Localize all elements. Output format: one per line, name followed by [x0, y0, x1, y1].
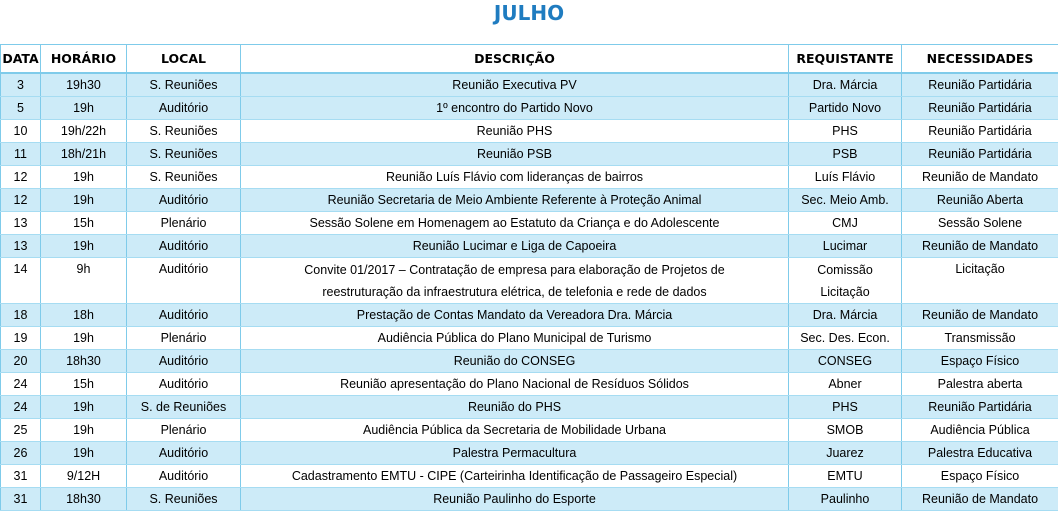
cell-horario: 18h — [41, 304, 127, 327]
cell-data: 12 — [1, 166, 41, 189]
cell-horario: 19h — [41, 396, 127, 419]
table-row — [1, 419, 1058, 442]
cell-local: Auditório — [127, 235, 241, 258]
table-row — [1, 442, 1058, 465]
cell-horario: 19h — [41, 97, 127, 120]
cell-necessidades: Reunião Partidária — [902, 73, 1058, 97]
cell-data: 11 — [1, 143, 41, 166]
cell-descricao: Audiência Pública do Plano Municipal de Turismo — [241, 327, 789, 350]
cell-horario: 19h — [41, 166, 127, 189]
cell-requistante-line: Licitação — [820, 284, 870, 299]
cell-requistante: PSB — [789, 143, 902, 166]
cell-data: 24 — [1, 396, 41, 419]
cell-horario: 15h — [41, 212, 127, 235]
schedule-table — [0, 44, 1058, 511]
cell-necessidades: Reunião Partidária — [902, 97, 1058, 120]
header-data: DATA — [1, 45, 41, 74]
cell-local: S. Reuniões — [127, 143, 241, 166]
header-descricao: DESCRIÇÃO — [241, 45, 789, 74]
cell-necessidades: Reunião Partidária — [902, 120, 1058, 143]
cell-data: 25 — [1, 419, 41, 442]
cell-descricao: Prestação de Contas Mandato da Vereadora Dra. Márcia — [241, 304, 789, 327]
cell-data: 18 — [1, 304, 41, 327]
cell-requistante: Sec. Des. Econ. — [789, 327, 902, 350]
cell-requistante: EMTU — [789, 465, 902, 488]
cell-local: Auditório — [127, 258, 241, 304]
cell-requistante: PHS — [789, 396, 902, 419]
cell-descricao: Reunião Executiva PV — [241, 73, 789, 97]
cell-descricao — [241, 258, 789, 304]
table-row — [1, 143, 1058, 166]
cell-local: S. Reuniões — [127, 73, 241, 97]
cell-descricao: Reunião Secretaria de Meio Ambiente Referente à Proteção Animal — [241, 189, 789, 212]
cell-data: 3 — [1, 73, 41, 97]
cell-data: 20 — [1, 350, 41, 373]
cell-descricao: Reunião do PHS — [241, 396, 789, 419]
cell-requistante: CONSEG — [789, 350, 902, 373]
cell-necessidades: Reunião de Mandato — [902, 304, 1058, 327]
table-row — [1, 396, 1058, 419]
cell-requistante: Dra. Márcia — [789, 304, 902, 327]
cell-local: Auditório — [127, 304, 241, 327]
cell-local: Auditório — [127, 373, 241, 396]
cell-descricao: 1º encontro do Partido Novo — [241, 97, 789, 120]
cell-horario: 9/12H — [41, 465, 127, 488]
cell-data: 13 — [1, 235, 41, 258]
cell-descricao: Palestra Permacultura — [241, 442, 789, 465]
cell-requistante: Paulinho — [789, 488, 902, 511]
cell-descricao: Reunião PHS — [241, 120, 789, 143]
cell-necessidades: Espaço Físico — [902, 350, 1058, 373]
cell-necessidades: Licitação — [902, 258, 1058, 304]
cell-horario: 15h — [41, 373, 127, 396]
cell-requistante: CMJ — [789, 212, 902, 235]
header-row — [1, 45, 1058, 74]
cell-necessidades: Reunião Aberta — [902, 189, 1058, 212]
table-row — [1, 189, 1058, 212]
cell-necessidades: Palestra Educativa — [902, 442, 1058, 465]
cell-requistante: Abner — [789, 373, 902, 396]
cell-local: Auditório — [127, 350, 241, 373]
table-row — [1, 488, 1058, 511]
cell-horario: 9h — [41, 258, 127, 304]
header-local: LOCAL — [127, 45, 241, 74]
cell-local: Plenário — [127, 419, 241, 442]
cell-requistante: Lucimar — [789, 235, 902, 258]
cell-requistante: Partido Novo — [789, 97, 902, 120]
cell-horario: 19h — [41, 235, 127, 258]
header-necessidades: NECESSIDADES — [902, 45, 1058, 74]
cell-local: Auditório — [127, 97, 241, 120]
cell-data: 12 — [1, 189, 41, 212]
cell-local: Auditório — [127, 189, 241, 212]
cell-necessidades: Transmissão — [902, 327, 1058, 350]
cell-descricao: Reunião Paulinho do Esporte — [241, 488, 789, 511]
cell-local: Plenário — [127, 327, 241, 350]
cell-horario: 19h — [41, 419, 127, 442]
cell-necessidades: Palestra aberta — [902, 373, 1058, 396]
cell-necessidades: Reunião de Mandato — [902, 235, 1058, 258]
cell-descricao: Reunião apresentação do Plano Nacional de Resíduos Sólidos — [241, 373, 789, 396]
table-row — [1, 212, 1058, 235]
cell-local: S. Reuniões — [127, 166, 241, 189]
cell-horario: 18h30 — [41, 488, 127, 511]
cell-requistante — [789, 258, 902, 304]
cell-necessidades: Reunião de Mandato — [902, 488, 1058, 511]
cell-local: Auditório — [127, 465, 241, 488]
table-row — [1, 73, 1058, 97]
cell-descricao-line: reestruturação da infraestrutura elétrica, de telefonia e rede de dados — [322, 284, 707, 299]
header-requistante: REQUISTANTE — [789, 45, 902, 74]
cell-descricao: Reunião do CONSEG — [241, 350, 789, 373]
cell-local: S. Reuniões — [127, 120, 241, 143]
cell-necessidades: Audiência Pública — [902, 419, 1058, 442]
cell-data: 13 — [1, 212, 41, 235]
table-row — [1, 166, 1058, 189]
cell-requistante: Dra. Márcia — [789, 73, 902, 97]
cell-requistante: PHS — [789, 120, 902, 143]
cell-descricao-line: Convite 01/2017 – Contratação de empresa para elaboração de Projetos de — [304, 262, 725, 277]
cell-descricao: Cadastramento EMTU - CIPE (Carteirinha Identificação de Passageiro Especial) — [241, 465, 789, 488]
cell-requistante: SMOB — [789, 419, 902, 442]
cell-descricao: Reunião PSB — [241, 143, 789, 166]
table-row — [1, 235, 1058, 258]
cell-horario: 18h30 — [41, 350, 127, 373]
table-row — [1, 304, 1058, 327]
cell-necessidades: Reunião de Mandato — [902, 166, 1058, 189]
table-row — [1, 373, 1058, 396]
cell-necessidades: Sessão Solene — [902, 212, 1058, 235]
cell-horario: 18h/21h — [41, 143, 127, 166]
cell-requistante: Sec. Meio Amb. — [789, 189, 902, 212]
cell-data: 19 — [1, 327, 41, 350]
cell-horario: 19h/22h — [41, 120, 127, 143]
cell-necessidades: Reunião Partidária — [902, 143, 1058, 166]
table-row — [1, 97, 1058, 120]
cell-descricao: Audiência Pública da Secretaria de Mobilidade Urbana — [241, 419, 789, 442]
cell-local: S. Reuniões — [127, 488, 241, 511]
cell-data: 31 — [1, 488, 41, 511]
table-row — [1, 350, 1058, 373]
page-title: JULHO — [493, 1, 565, 25]
cell-local: S. de Reuniões — [127, 396, 241, 419]
cell-requistante: Juarez — [789, 442, 902, 465]
cell-descricao: Reunião Luís Flávio com lideranças de bairros — [241, 166, 789, 189]
cell-requistante-line: Comissão — [817, 262, 873, 277]
table-row — [1, 120, 1058, 143]
cell-horario: 19h — [41, 189, 127, 212]
cell-horario: 19h — [41, 442, 127, 465]
cell-data: 5 — [1, 97, 41, 120]
cell-data: 31 — [1, 465, 41, 488]
cell-descricao: Reunião Lucimar e Liga de Capoeira — [241, 235, 789, 258]
cell-data: 10 — [1, 120, 41, 143]
table-row — [1, 258, 1058, 304]
cell-local: Plenário — [127, 212, 241, 235]
cell-descricao: Sessão Solene em Homenagem ao Estatuto da Criança e do Adolescente — [241, 212, 789, 235]
cell-local: Auditório — [127, 442, 241, 465]
table-row — [1, 327, 1058, 350]
cell-data: 24 — [1, 373, 41, 396]
header-horario: HORÁRIO — [41, 45, 127, 74]
cell-data: 26 — [1, 442, 41, 465]
cell-horario: 19h30 — [41, 73, 127, 97]
cell-horario: 19h — [41, 327, 127, 350]
cell-necessidades: Reunião Partidária — [902, 396, 1058, 419]
cell-requistante: Luís Flávio — [789, 166, 902, 189]
cell-necessidades: Espaço Físico — [902, 465, 1058, 488]
cell-data: 14 — [1, 258, 41, 304]
table-row — [1, 465, 1058, 488]
